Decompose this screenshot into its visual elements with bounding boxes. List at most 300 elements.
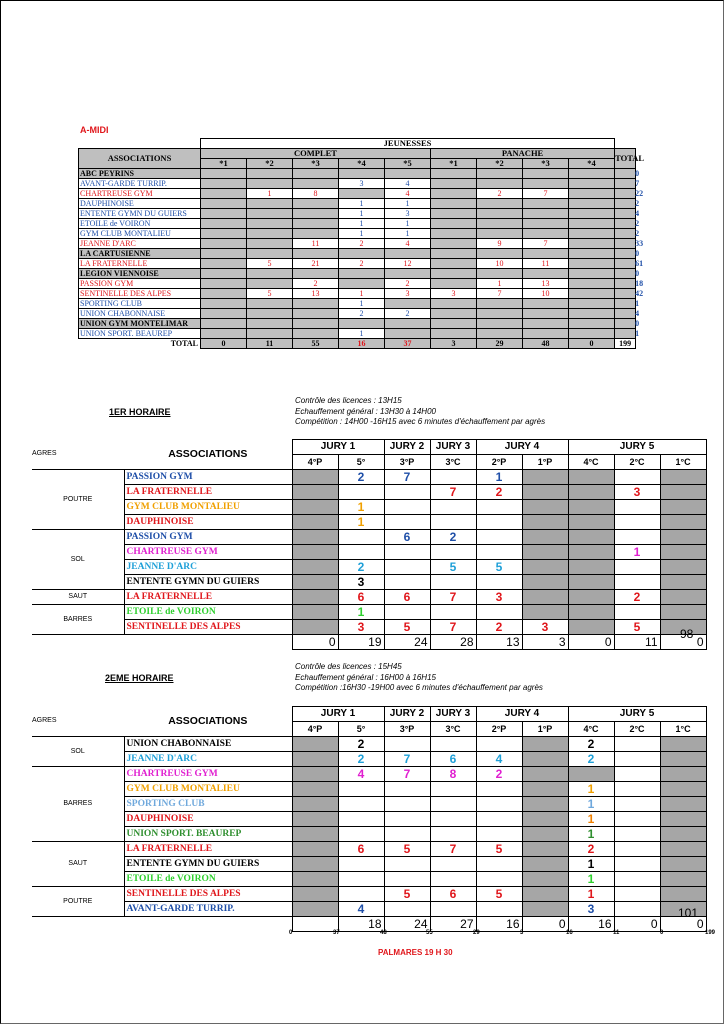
score-cell (614, 902, 660, 917)
score-cell: 5 (384, 620, 430, 635)
value-cell (385, 329, 431, 339)
value-cell (385, 299, 431, 309)
value-cell (431, 269, 477, 279)
value-cell (201, 179, 247, 189)
total-cell: 11 (614, 635, 660, 650)
page-heading: A-MIDI (80, 125, 109, 135)
association-name: SENTINELLE DES ALPES (124, 887, 292, 902)
agres-group: POUTRE (32, 470, 124, 530)
value-cell (201, 299, 247, 309)
value-cell (293, 319, 339, 329)
horaire2-info (295, 662, 543, 694)
col-header: *3 (523, 159, 569, 169)
score-cell (292, 842, 338, 857)
value-cell (569, 219, 615, 229)
value-cell (385, 169, 431, 179)
col-header: *2 (247, 159, 293, 169)
value-cell (201, 279, 247, 289)
value-cell (385, 249, 431, 259)
score-cell (568, 545, 614, 560)
totals-row (32, 635, 706, 650)
value-cell (431, 189, 477, 199)
value-cell: 1 (339, 209, 385, 219)
score-cell (292, 827, 338, 842)
score-cell (614, 470, 660, 485)
value-cell: 10 (477, 259, 523, 269)
association-name: JEANNE D'ARC (124, 560, 292, 575)
total-cell: 2 (615, 199, 636, 209)
value-cell (431, 319, 477, 329)
value-cell (569, 259, 615, 269)
value-cell (247, 169, 293, 179)
table-row (32, 515, 706, 530)
value-cell: 2 (477, 189, 523, 199)
score-cell (384, 605, 430, 620)
table-row (32, 530, 706, 545)
total-cell: 16 (476, 917, 522, 932)
score-cell (384, 797, 430, 812)
score-cell (660, 827, 706, 842)
score-cell (568, 560, 614, 575)
total-cell: 16 (568, 917, 614, 932)
value-cell: 4 (385, 189, 431, 199)
score-cell: 3 (614, 485, 660, 500)
value-cell (569, 309, 615, 319)
value-cell: 5 (247, 259, 293, 269)
level-header: 4°C (568, 722, 614, 737)
score-cell: 5 (430, 560, 476, 575)
score-cell (522, 812, 568, 827)
score-cell: 1 (568, 857, 614, 872)
score-cell (430, 545, 476, 560)
score-cell (384, 902, 430, 917)
score-cell (384, 515, 430, 530)
total-cell: 2 (615, 229, 636, 239)
score-cell (384, 872, 430, 887)
complet-header: COMPLET (201, 149, 431, 159)
score-cell: 2 (338, 470, 384, 485)
level-header: 5° (338, 722, 384, 737)
value-cell: 4 (385, 179, 431, 189)
total-cell: 0 (660, 635, 706, 650)
table-row (32, 842, 706, 857)
table-row (32, 545, 706, 560)
value-cell (247, 249, 293, 259)
value-cell (339, 249, 385, 259)
score-cell (292, 590, 338, 605)
score-cell (338, 485, 384, 500)
value-cell: 1 (385, 229, 431, 239)
value-cell (523, 299, 569, 309)
score-cell (338, 827, 384, 842)
score-cell (660, 545, 706, 560)
table-row (79, 239, 636, 249)
agres-group: POUTRE (32, 887, 124, 917)
jury-header: JURY 3 (430, 440, 476, 455)
col-header: *1 (431, 159, 477, 169)
score-cell (614, 605, 660, 620)
value-cell: 2 (385, 279, 431, 289)
value-cell (247, 309, 293, 319)
score-cell: 4 (338, 902, 384, 917)
value-cell (201, 219, 247, 229)
info-line: Contrôle des licences : 13H15 (295, 396, 402, 405)
agres-group: SAUT (32, 842, 124, 887)
value-cell (477, 199, 523, 209)
value-cell (569, 189, 615, 199)
value-cell (339, 169, 385, 179)
value-cell (569, 229, 615, 239)
value-cell (477, 249, 523, 259)
score-cell (476, 782, 522, 797)
total-label: TOTAL (79, 339, 201, 349)
table-row (32, 812, 706, 827)
footer-total: 55 (426, 930, 433, 936)
table-row (32, 902, 706, 917)
score-cell (292, 797, 338, 812)
level-header: 4°P (292, 455, 338, 470)
association-name: DAUPHINOISE (79, 199, 201, 209)
table-row (32, 797, 706, 812)
table-row (32, 485, 706, 500)
header-row (32, 707, 706, 722)
score-cell: 5 (476, 842, 522, 857)
association-name: ETOILE de VOIRON (79, 219, 201, 229)
score-cell (522, 827, 568, 842)
score-cell: 2 (476, 485, 522, 500)
jeunesses-header: JEUNESSES (201, 139, 615, 149)
blank-cell (79, 139, 201, 149)
value-cell: 1 (339, 299, 385, 309)
score-cell: 1 (568, 797, 614, 812)
level-header: 1°C (660, 722, 706, 737)
table-row (79, 289, 636, 299)
table-row (79, 329, 636, 339)
score-cell: 2 (338, 737, 384, 752)
footer-total: 37 (333, 930, 340, 936)
value-cell (431, 329, 477, 339)
value-cell (201, 289, 247, 299)
footer-total: 11 (613, 930, 620, 936)
value-cell (293, 219, 339, 229)
score-cell (384, 857, 430, 872)
score-cell: 7 (430, 590, 476, 605)
level-header: 3°C (430, 455, 476, 470)
score-cell (292, 752, 338, 767)
total-value: 16 (339, 339, 385, 349)
score-cell (522, 737, 568, 752)
score-cell (568, 605, 614, 620)
score-cell (430, 605, 476, 620)
agres-header: AGRES (32, 717, 57, 725)
total-cell: 0 (660, 917, 706, 932)
info-line: Echauffement général : 13H30 à 14H00 (295, 406, 436, 416)
value-cell (431, 299, 477, 309)
score-cell (522, 485, 568, 500)
value-cell (431, 179, 477, 189)
score-cell: 1 (568, 782, 614, 797)
association-name: LA FRATERNELLE (124, 842, 292, 857)
total-cell: 7 (615, 179, 636, 189)
score-cell: 6 (338, 842, 384, 857)
value-cell: 1 (385, 219, 431, 229)
score-cell (614, 515, 660, 530)
value-cell: 9 (477, 239, 523, 249)
association-name: GYM CLUB MONTALIEU (124, 782, 292, 797)
jury-header: JURY 1 (292, 707, 384, 722)
value-cell (293, 199, 339, 209)
association-name: ETOILE de VOIRON (124, 605, 292, 620)
value-cell (293, 249, 339, 259)
table-row (79, 319, 636, 329)
blank-cell (615, 139, 636, 149)
association-name: LA CARTUSIENNE (79, 249, 201, 259)
value-cell (477, 219, 523, 229)
association-name: LA FRATERNELLE (124, 485, 292, 500)
value-cell (523, 249, 569, 259)
horaire2-table (32, 706, 707, 932)
value-cell (293, 179, 339, 189)
score-cell (660, 857, 706, 872)
score-cell (522, 857, 568, 872)
value-cell (569, 179, 615, 189)
value-cell: 1 (339, 289, 385, 299)
jury-header: JURY 4 (476, 440, 568, 455)
total-value: 3 (431, 339, 477, 349)
value-cell (569, 249, 615, 259)
associations-header: ASSOCIATIONS (168, 448, 248, 461)
total-cell: 19 (338, 635, 384, 650)
value-cell (477, 319, 523, 329)
score-cell (660, 887, 706, 902)
score-cell (660, 575, 706, 590)
table-row (79, 209, 636, 219)
value-cell (431, 259, 477, 269)
score-cell: 8 (430, 767, 476, 782)
value-cell: 11 (523, 259, 569, 269)
association-name: LEGION VIENNOISE (79, 269, 201, 279)
total-cell: 1 (615, 299, 636, 309)
score-cell (430, 575, 476, 590)
score-cell (660, 560, 706, 575)
score-cell (522, 752, 568, 767)
score-cell (430, 902, 476, 917)
info-line: Compétition :16H30 -19H00 avec 6 minutes d'échauffement par agrès (295, 683, 543, 692)
score-cell (384, 782, 430, 797)
value-cell (293, 169, 339, 179)
agres-header: AGRES (32, 450, 57, 458)
total-cell: 4 (615, 209, 636, 219)
col-header: *4 (569, 159, 615, 169)
value-cell (247, 219, 293, 229)
level-header: 2°C (614, 455, 660, 470)
value-cell (523, 329, 569, 339)
score-cell: 4 (476, 752, 522, 767)
score-cell: 1 (614, 545, 660, 560)
level-header: 4°C (568, 455, 614, 470)
value-cell (201, 239, 247, 249)
value-cell (201, 319, 247, 329)
score-cell (292, 782, 338, 797)
score-cell (660, 485, 706, 500)
score-cell: 1 (338, 500, 384, 515)
score-cell: 5 (476, 887, 522, 902)
score-cell (660, 500, 706, 515)
value-cell (201, 229, 247, 239)
score-cell (568, 767, 614, 782)
score-cell (430, 857, 476, 872)
association-name: SPORTING CLUB (124, 797, 292, 812)
score-cell (430, 797, 476, 812)
score-cell (476, 797, 522, 812)
score-cell (614, 887, 660, 902)
total-cell: 3 (522, 635, 568, 650)
score-cell (522, 902, 568, 917)
totals-row (79, 339, 636, 349)
value-cell (293, 329, 339, 339)
score-cell (292, 857, 338, 872)
score-cell (568, 515, 614, 530)
total-header: TOTAL (615, 149, 636, 169)
score-cell: 3 (568, 902, 614, 917)
value-cell (339, 189, 385, 199)
score-cell (614, 767, 660, 782)
association-name: AVANT-GARDE TURRIP. (79, 179, 201, 189)
table-row (32, 620, 706, 635)
value-cell (385, 319, 431, 329)
horaire2-grand-total: 101 (678, 906, 699, 920)
association-name: LA FRATERNELLE (124, 590, 292, 605)
table-row (79, 309, 636, 319)
value-cell (477, 179, 523, 189)
total-cell: 61 (615, 259, 636, 269)
value-cell: 8 (293, 189, 339, 199)
score-cell (660, 590, 706, 605)
score-cell (292, 887, 338, 902)
score-cell: 7 (384, 767, 430, 782)
value-cell (293, 209, 339, 219)
score-cell: 5 (384, 887, 430, 902)
total-cell: 33 (615, 239, 636, 249)
score-cell (384, 812, 430, 827)
total-cell: 27 (430, 917, 476, 932)
horaire1-title: 1ER HORAIRE (109, 407, 171, 417)
score-cell (338, 530, 384, 545)
table-row (79, 279, 636, 289)
agres-group: SAUT (32, 590, 124, 605)
score-cell (430, 737, 476, 752)
col-header: *1 (201, 159, 247, 169)
value-cell: 11 (293, 239, 339, 249)
value-cell: 4 (385, 239, 431, 249)
agres-group: BARRES (32, 767, 124, 842)
association-name: ENTENTE GYMN DU GUIERS (79, 209, 201, 219)
table-row (32, 857, 706, 872)
table-row (32, 590, 706, 605)
value-cell (385, 269, 431, 279)
level-header: 1°P (522, 455, 568, 470)
score-cell (292, 767, 338, 782)
total-cell: 0 (615, 169, 636, 179)
value-cell: 1 (247, 189, 293, 199)
score-cell (522, 545, 568, 560)
score-cell: 7 (384, 470, 430, 485)
score-cell (614, 500, 660, 515)
level-header: 3°C (430, 722, 476, 737)
score-cell (430, 515, 476, 530)
score-cell (292, 575, 338, 590)
value-cell (247, 209, 293, 219)
score-cell (292, 902, 338, 917)
table-row (32, 560, 706, 575)
value-cell: 7 (477, 289, 523, 299)
score-cell (292, 605, 338, 620)
jury-header: JURY 1 (292, 440, 384, 455)
score-cell (522, 530, 568, 545)
total-cell: 1 (615, 329, 636, 339)
jury-header: JURY 4 (476, 707, 568, 722)
table-row (32, 752, 706, 767)
association-name: JEANNE D'ARC (79, 239, 201, 249)
value-cell (477, 229, 523, 239)
score-cell: 3 (476, 590, 522, 605)
total-cell: 13 (476, 635, 522, 650)
score-cell (430, 782, 476, 797)
total-cell: 18 (338, 917, 384, 932)
value-cell (569, 239, 615, 249)
score-cell (660, 470, 706, 485)
value-cell (569, 319, 615, 329)
table-row (79, 199, 636, 209)
footer-total: 0 (660, 930, 664, 936)
score-cell: 2 (568, 752, 614, 767)
value-cell (201, 259, 247, 269)
score-cell (660, 797, 706, 812)
value-cell (201, 169, 247, 179)
value-cell (523, 229, 569, 239)
value-cell (201, 209, 247, 219)
score-cell: 3 (338, 575, 384, 590)
value-cell: 21 (293, 259, 339, 269)
agres-group: SOL (32, 530, 124, 590)
value-cell (431, 249, 477, 259)
header-row (79, 139, 636, 149)
score-cell (476, 857, 522, 872)
score-cell (430, 827, 476, 842)
score-cell: 6 (384, 530, 430, 545)
score-cell (338, 797, 384, 812)
value-cell (201, 329, 247, 339)
score-cell (338, 782, 384, 797)
score-cell (522, 500, 568, 515)
value-cell (247, 329, 293, 339)
association-name: PASSION GYM (79, 279, 201, 289)
value-cell (523, 269, 569, 279)
score-cell (476, 812, 522, 827)
score-cell: 2 (568, 737, 614, 752)
table-row (79, 219, 636, 229)
table-row (32, 737, 706, 752)
value-cell (477, 269, 523, 279)
score-cell: 2 (476, 620, 522, 635)
value-cell: 10 (523, 289, 569, 299)
score-cell (430, 470, 476, 485)
value-cell (293, 229, 339, 239)
grand-total: 199 (615, 339, 636, 349)
total-cell: 4 (615, 309, 636, 319)
value-cell (247, 179, 293, 189)
value-cell: 1 (339, 329, 385, 339)
